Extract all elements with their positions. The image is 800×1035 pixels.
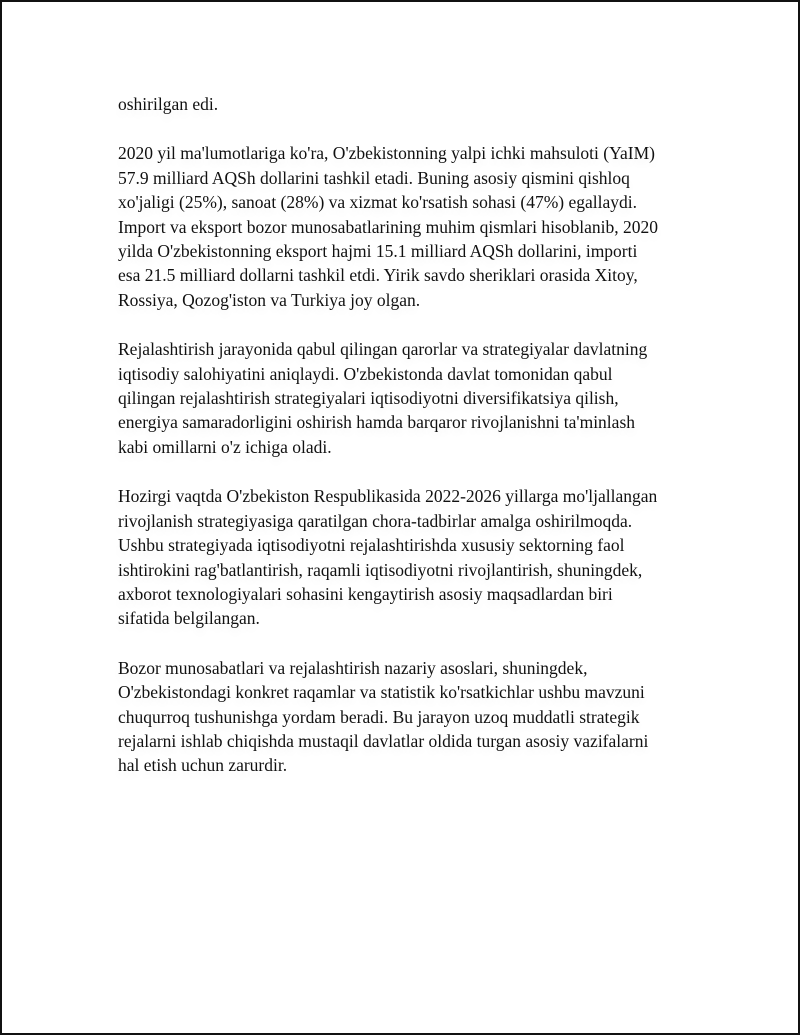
text-line: rivojlanish strategiyasiga qaratilgan chora-tadbirlar amalga oshirilmoqda. xyxy=(118,510,633,531)
text-line: chuqurroq tushunishga yordam beradi. Bu jarayon uzoq muddatli strategik xyxy=(118,706,640,727)
text-line: Rejalashtirish jarayonida qabul qilingan qarorlar va strategiyalar davlatning xyxy=(118,339,648,360)
text-line: 57.9 milliard AQSh dollarini tashkil etadi. Buning asosiy qismini qishloq xyxy=(118,167,630,188)
text-line: yilda O'zbekistonning eksport hajmi 15.1 milliard AQSh dollarini, importi xyxy=(118,241,638,262)
text-line: iqtisodiy salohiyatini aniqlaydi. O'zbekistonda davlat tomonidan qabul xyxy=(118,363,613,384)
paragraph-development-strategy xyxy=(118,484,718,630)
text-line: oshirilgan edi. xyxy=(118,94,219,114)
text-line: Rossiya, Qozog'iston va Turkiya joy olgan. xyxy=(118,289,421,310)
paragraph-planning-process xyxy=(118,337,718,459)
text-line: axborot texnologiyalari sohasini kengaytirish asosiy maqsadlardan biri xyxy=(118,583,613,604)
text-line: 2020 yil ma'lumotlariga ko'ra, O'zbekistonning yalpi ichki mahsuloti (YaIM) xyxy=(118,143,655,164)
text-line: xo'jaligi (25%), sanoat (28%) va xizmat ko'rsatish sohasi (47%) egallaydi. xyxy=(118,192,638,213)
paragraph-economy-2020 xyxy=(118,141,718,312)
text-line: energiya samaradorligini oshirish hamda barqaror rivojlanishni ta'minlash xyxy=(118,412,636,433)
text-line: Ushbu strategiyada iqtisodiyotni rejalashtirishda xususiy sektorning faol xyxy=(118,535,625,556)
text-line: Hozirgi vaqtda O'zbekiston Respublikasida 2022-2026 yillarga mo'ljallangan xyxy=(118,486,658,507)
text-line: qilingan rejalashtirish strategiyalari iqtisodiyotni diversifikatsiya qilish, xyxy=(118,388,619,409)
text-line: hal etish uchun zarurdir. xyxy=(118,755,288,776)
text-line: esa 21.5 milliard dollarni tashkil etdi. Yirik savdo sheriklari orasida Xitoy, xyxy=(118,265,638,286)
text-line: rejalarni ishlab chiqishda mustaqil davlatlar oldida turgan asosiy vazifalarni xyxy=(118,730,649,751)
text-line: Import va eksport bozor munosabatlarining muhim qismlari hisoblanib, 2020 xyxy=(118,216,658,237)
text-line: Bozor munosabatlari va rejalashtirish nazariy asoslari, shuningdek, xyxy=(118,657,588,678)
text-line: O'zbekistondagi konkret raqamlar va statistik ko'rsatkichlar ushbu mavzuni xyxy=(118,682,645,703)
paragraph-continuation xyxy=(118,92,718,116)
paragraph-conclusion xyxy=(118,656,718,778)
text-line: ishtirokini rag'batlantirish, raqamli iqtisodiyotni rivojlantirish, shuningdek, xyxy=(118,559,643,580)
text-line: sifatida belgilangan. xyxy=(118,608,260,629)
text-line: kabi omillarni o'z ichiga oladi. xyxy=(118,436,332,457)
document-body xyxy=(118,92,718,803)
